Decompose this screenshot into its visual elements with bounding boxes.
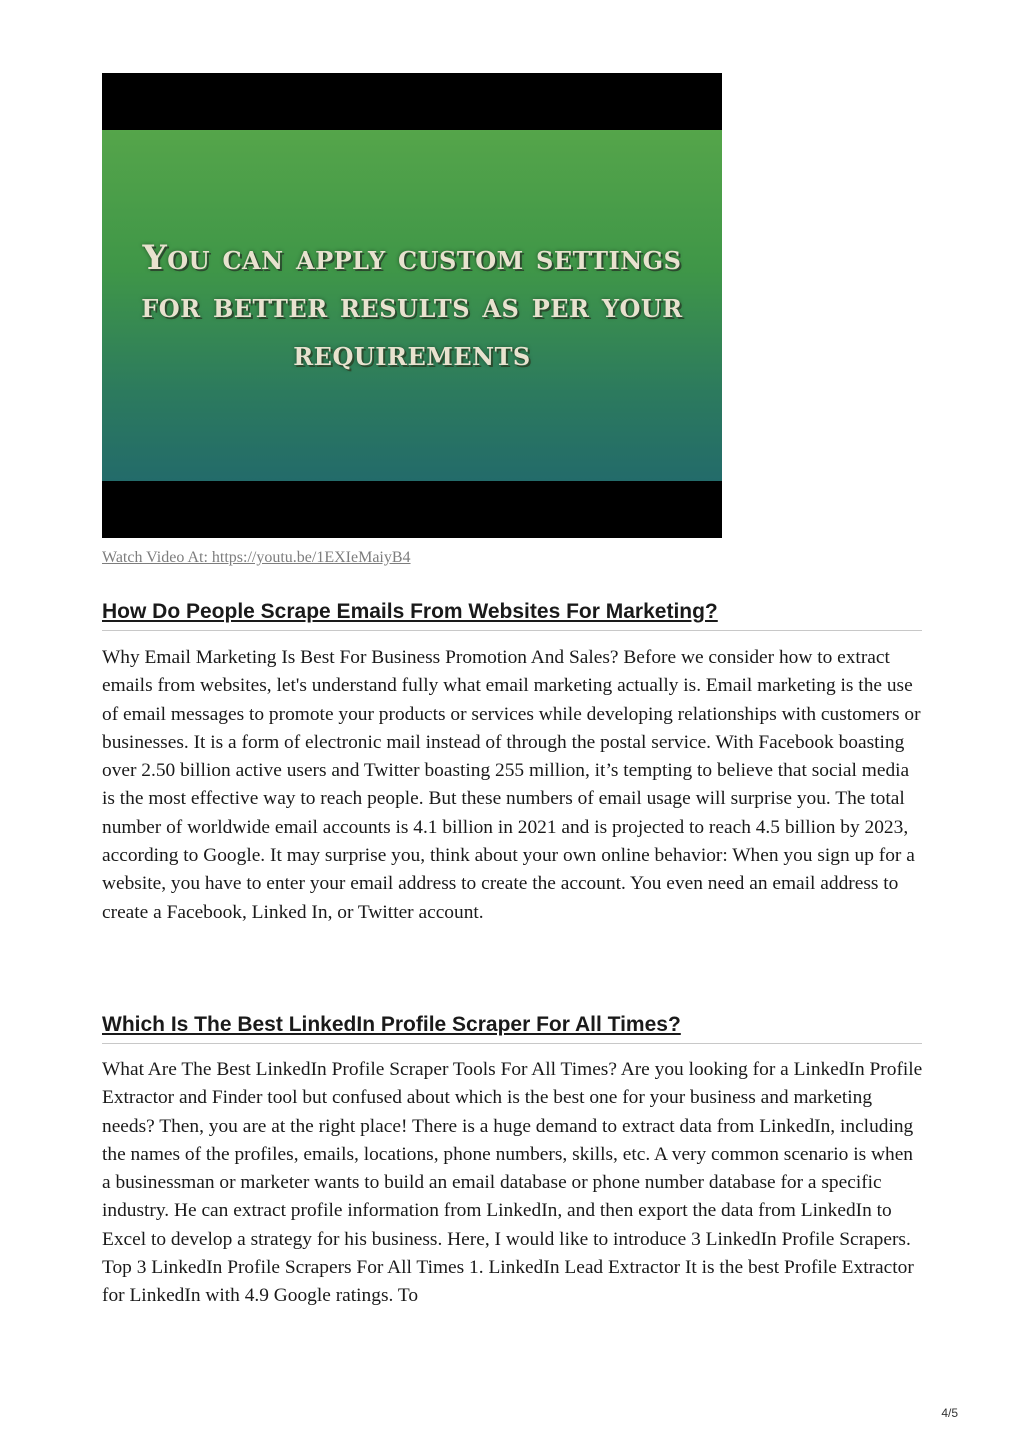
section-heading-linkedin-scraper: Which Is The Best LinkedIn Profile Scraper For All Times? <box>102 1011 922 1044</box>
video-thumbnail[interactable] <box>102 73 722 538</box>
video-frame <box>102 130 722 481</box>
section-heading-email-scraping: How Do People Scrape Emails From Websites For Marketing? <box>102 598 922 631</box>
section-body-email-scraping: Why Email Marketing Is Best For Business Promotion And Sales? Before we consider how to extract emails from websites, let's understand fully what email marketing actually is. Email marketing is the use of email messages to promote your products or services while developing relationships with customers or businesses. It is a form of electronic mail instead of through the postal service. With Facebook boasting over 2.50 billion active users and Twitter boasting 255 million, it’s tempting to believe that social media is the most effective way to reach people. But these numbers of email usage will surprise you. The total number of worldwide email accounts is 4.1 billion in 2021 and is projected to reach 4.5 billion by 2023, according to Google. It may surprise you, think about your own online behavior: When you sign up for a website, you have to enter your email address to create the account. You even need an email address to create a Facebook, Linked In, or Twitter account. <box>102 647 921 923</box>
video-link[interactable]: Watch Video At: https://youtu.be/1EXIeMaiyB4 <box>102 549 411 566</box>
video-caption: You can apply custom settings for better results as per your requirements <box>141 237 683 374</box>
page-number: 4/5 <box>941 1406 958 1420</box>
section-body-linkedin-scraper: What Are The Best LinkedIn Profile Scraper Tools For All Times? Are you looking for a LinkedIn Profile Extractor and Finder tool but confused about which is the best one for your business and marketing needs? Then, you are at the right place! There is a huge demand to extract data from LinkedIn, including the names of the profiles, emails, locations, phone numbers, skills, etc. A very common scenario is when a businessman or marketer wants to build an email database or phone number database for a specific industry. He can extract profile information from LinkedIn, and then export the data from LinkedIn to Excel to develop a strategy for his business. Here, I would like to introduce 3 LinkedIn Profile Scrapers. Top 3 LinkedIn Profile Scrapers For All Times 1. LinkedIn Lead Extractor It is the best Profile Extractor for LinkedIn with 4.9 Google ratings. To <box>102 1059 923 1307</box>
